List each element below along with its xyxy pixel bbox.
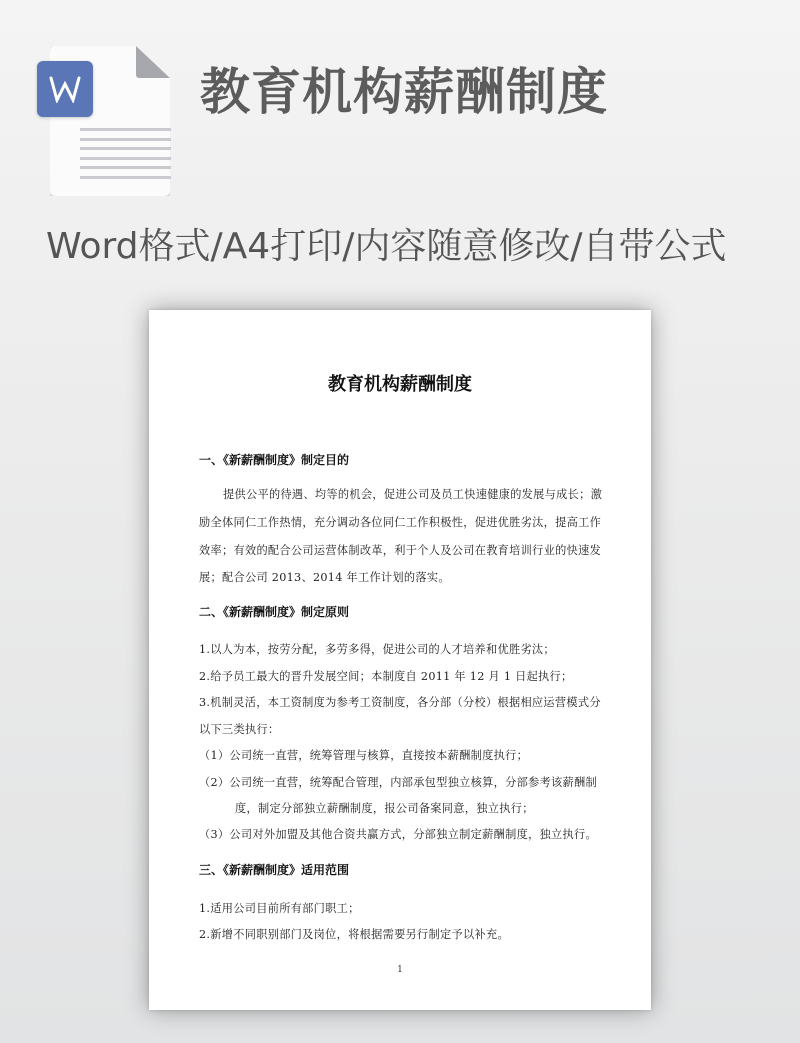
list-item: 2.给予员工最大的晋升发展空间；本制度自 2011 年 12 月 1 日起执行； [199,670,573,683]
list-item: 2.新增不同职别部门及岗位，将根据需要另行制定予以补充。 [199,928,509,941]
banner-subtitle: Word格式/A4打印/内容随意修改/自带公式 [46,226,727,267]
file-text-lines [80,128,171,185]
list-item: 3.机制灵活，本工资制度为参考工资制度，各分部（分校）根据相应运营模式分 [199,696,601,709]
list-item: （3）公司对外加盟及其他合资共赢方式，分部独立制定薪酬制度，独立执行。 [199,828,597,841]
section-heading-purpose: 一、《新薪酬制度》制定目的 [199,453,350,467]
section-heading-scope: 三、《新薪酬制度》适用范围 [199,863,350,877]
list-item: 1.以人为本，按劳分配，多劳多得，促进公司的人才培养和优胜劣汰； [199,643,555,656]
document-page [149,310,651,1010]
paragraph-line: 效率；有效的配合公司运营体制改革，利于个人及公司在教育培训行业的快速发 [199,544,602,557]
w-letter-icon [48,75,82,103]
list-item: 度，制定分部独立薪酬制度，报公司备案同意，独立执行； [235,802,534,815]
w-logo-icon [37,61,93,117]
list-item: （2）公司统一直营，统筹配合管理，内部承包型独立核算，分部参考该薪酬制 [199,776,597,789]
list-item: （1）公司统一直营，统筹管理与核算，直接按本薪酬制度执行； [199,749,529,762]
list-item: 以下三类执行： [199,723,280,736]
banner-title: 教育机构薪酬制度 [200,63,608,121]
paragraph-line: 展；配合公司 2013、2014 年工作计划的落实。 [199,571,450,584]
section-heading-principles: 二、《新薪酬制度》制定原则 [199,605,350,619]
word-document-icon [36,46,172,198]
paragraph-line: 励全体同仁工作热情，充分调动各位同仁工作积极性，促进优胜劣汰，提高工作 [199,516,602,529]
list-item: 1.适用公司目前所有部门职工； [199,902,360,915]
paragraph-line: 提供公平的待遇、均等的机会，促进公司及员工快速健康的发展与成长；激 [223,488,603,501]
document-title: 教育机构薪酬制度 [328,374,472,395]
page-number: 1 [397,965,403,975]
